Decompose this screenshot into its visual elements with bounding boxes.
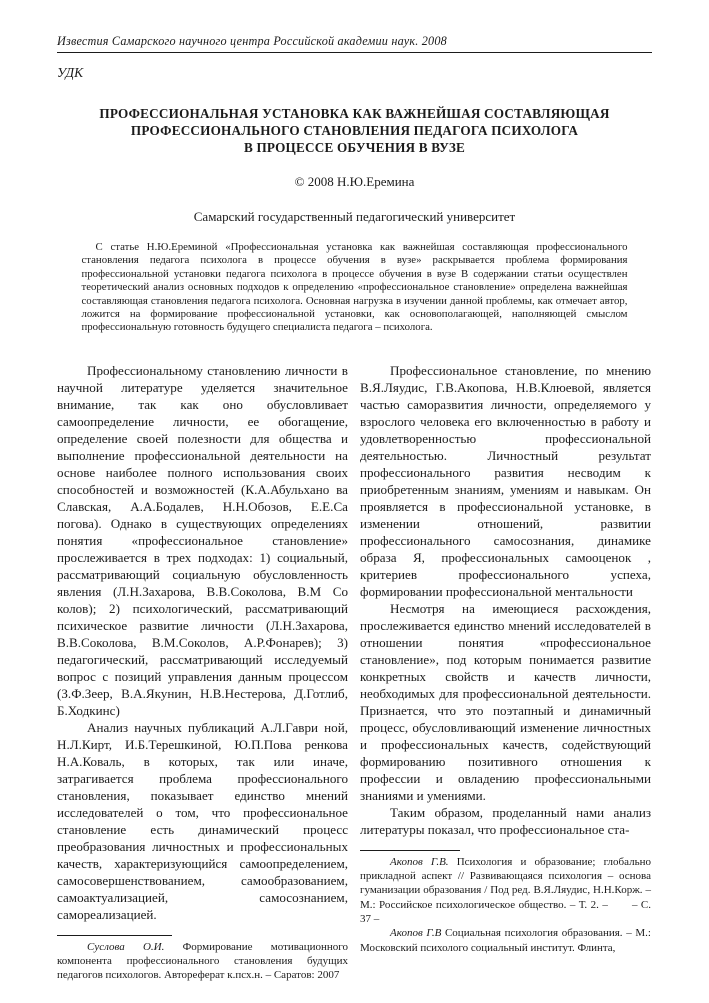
left-footnote-block	[57, 935, 348, 983]
udk-label: УДК	[57, 65, 84, 80]
footnote-author: Акопов Г.В.	[390, 855, 449, 868]
left-column	[57, 362, 348, 983]
copyright-line: © 2008 Н.Ю.Еремина	[294, 174, 415, 189]
footnote-author: Акопов Г.В	[390, 927, 442, 940]
title-line-2: ПРОФЕССИОНАЛЬНОГО СТАНОВЛЕНИЯ ПЕДАГОГА ПСИХОЛОГА	[130, 123, 579, 138]
body-paragraph: Профессиональному становлению личности в научной литературе уделяется значительное внимание, так как оно обусловливает самоопределение личности, ее обогащение, определение своей полезности для общества и выполнение профессиональной деятельности на основе наиболее полного использования своих способностей и возможностей (К.А.Абульхано ва Славская, А.А.Бодалев, Н.Н.Обозов, Е.Е.Са погова). Однако в существующих определениях понятия «профессиональное становление» прослеживается в трех подходах: 1) социальный, рассматривающий социальную обусловленность явления (Л.Н.Захарова, В.В.Соколова, В.М Со колов); 2) психологический, рассматривающий психическое развитие личности (Л.Н.Захарова, В.В.Соколова, В.М.Соколов, А.Р.Фонарев); 3) педагогический, рассматривающий исследуемый вопрос с позиций управления данным процессом (З.Ф.Зеер, В.А.Якунин, Н.В.Нестерова, Д.Готлиб, Б.Ходкинс)	[57, 362, 348, 718]
body-paragraph: Анализ научных публикаций А.Л.Гаври ной, Н.Л.Кирт, И.Б.Терешкиной, Ю.П.Пова ренкова Н.А.Коваль, в которых, так или иначе, затрагивается проблема профессионального становления, показывает единство мнений исследователей о том, что профессиональное становление есть динамический процесс преобразования личностных и профессиональных качеств, характеризующийся самоопределением, самосовершенствованием, самообразованием, самоактуализацией, самосознанием, самореализацией.	[57, 719, 348, 922]
footnote-text: Психология и образование; глобально прикладной аспект // Развивающаяся психология – основа гуманизации образования / Под ред. В.Я.Ляудис, Н.Н.Корж. – М.: Российское психологическое общество. – Т. 2. – – С. 37 –	[360, 855, 652, 926]
title-line-3: В ПРОЦЕССЕ ОБУЧЕНИЯ В ВУЗЕ	[243, 140, 466, 155]
text-columns	[57, 362, 652, 983]
footnote	[57, 940, 348, 983]
footnote-author: Суслова О.И.	[87, 940, 165, 953]
footnote	[360, 926, 651, 955]
footnote-text: Социальная психология образования. – М.: Московский психолого социальный институт. Флинта,	[360, 927, 651, 954]
footnote-rule	[57, 935, 172, 936]
body-paragraph: Таким образом, проделанный нами анализ литературы показал, что профессиональное ста-	[360, 804, 651, 837]
article-title	[57, 105, 652, 156]
affiliation-line: Самарский государственный педагогический университет	[193, 209, 516, 224]
body-paragraph: Профессиональное становление, по мнению В.Я.Ляудис, Г.В.Акопова, Н.В.Клюевой, является частью саморазвития личности, определяемого у взрослого человека его включенностью в работу и удовлетворенностью профессиональной деятельностью. Личностный результат профессионального развития несводим к приобретенным знаниям, умениям и навыкам. Он проявляется в профессиональной установке, в изменении отношений, развитии профессионального самосознания, динамике образа Я, профессиональных самооценок , критериев профессионального успеха, формировании профессиональной ментальности	[360, 362, 651, 599]
footnote-rule	[360, 850, 460, 851]
right-column	[360, 362, 651, 983]
abstract-text: С статье Н.Ю.Ереминой «Профессиональная установка как важнейшая составляющая профессионального становления педагога психолога в процессе обучения в вузе» раскрывается проблема формирования профессиональной установки педагога психолога в процессе обучения в вузе В содержании статьи осуществлен теоретический анализ основных подходов к определению «профессиональное становление» определена важнейшая составляющая становления педагога психолога. Основная нагрузка в изучении данной проблемы, как отмечает автор, ложится на формирование профессиональной установки, как основополагающей, наполняющей смыслом профессиональную готовность будущего специалиста педагога – психолога.	[81, 241, 628, 334]
footnote	[360, 855, 651, 926]
title-line-1: ПРОФЕССИОНАЛЬНАЯ УСТАНОВКА КАК ВАЖНЕЙШАЯ СОСТАВЛЯЮЩАЯ	[99, 106, 610, 121]
footnote-text: Формирование мотивационного компонента профессионального становления будущих педагогов психологов. Автореферат к.псх.н. – Саратов: 2007	[57, 940, 349, 982]
right-footnote-block	[360, 850, 651, 955]
body-paragraph: Несмотря на имеющиеся расхождения, прослеживается единство мнений исследователей в отношении понятия «профессиональное становление», под которым понимается развитие конкретных свойств и качеств личности, необходимых для профессиональной деятельности. Признается, что это поэтапный и динамичный процесс, обусловливающий изменение личностных и профессиональных качеств, содействующий формированию позитивного отношения к профессии и овладению профессиональными знаниями и умениями.	[360, 600, 651, 803]
journal-header: Известия Самарского научного центра Российской академии наук. 2008	[57, 34, 652, 53]
